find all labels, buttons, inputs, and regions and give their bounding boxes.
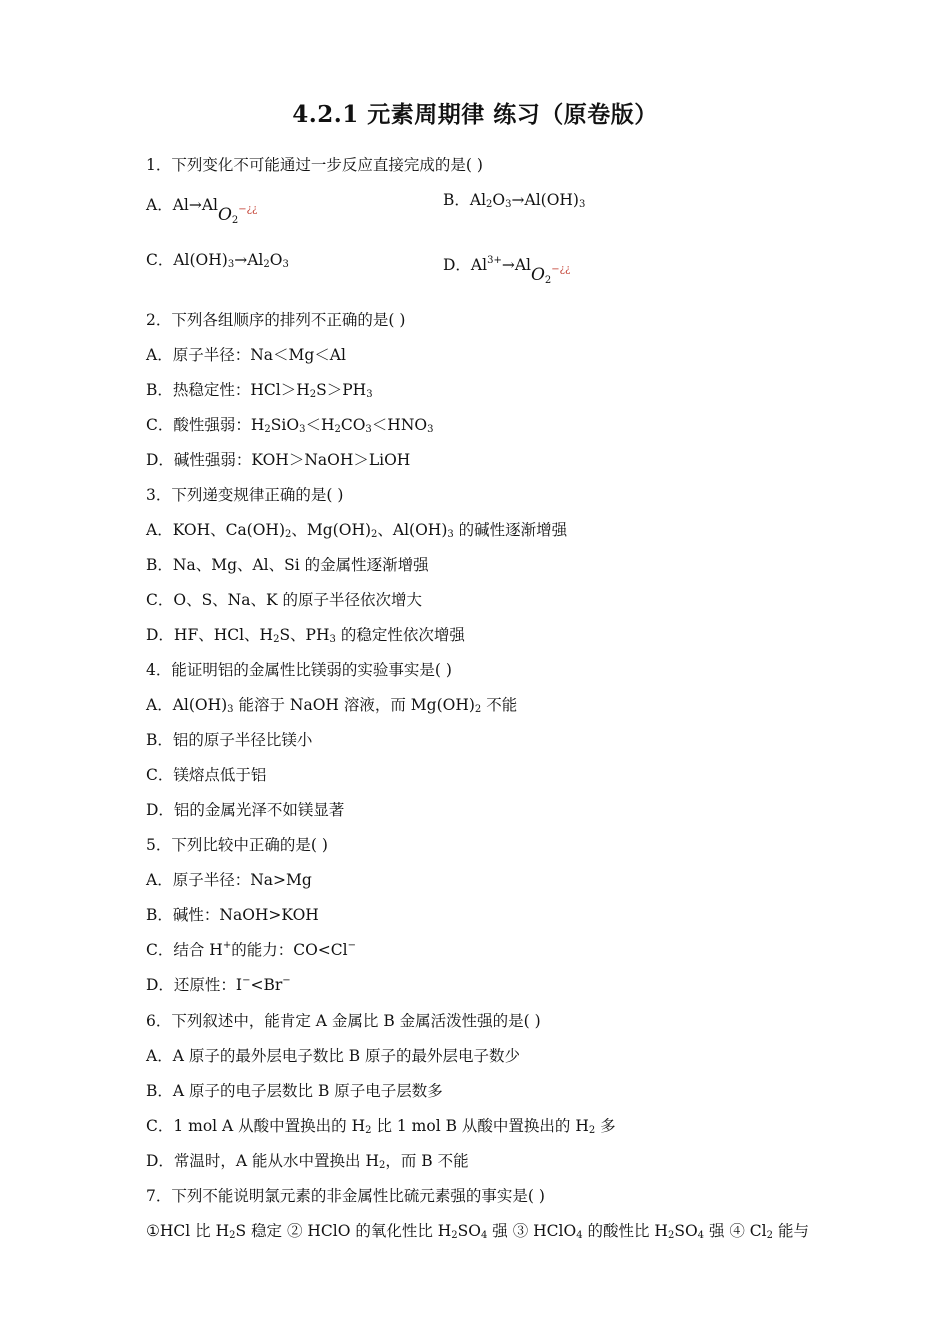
q3-option-d: D．HF、HCl、$H_2S$、$PH_3$ 的稳定性依次增强 [146,626,465,645]
q4-option-b: B．铝的原子半径比镁小 [146,731,313,749]
q2-option-b: B．热稳定性：$HCl>H_2S>PH_3$ [146,381,373,400]
question-1-stem: 1．下列变化不可能通过一步反应直接完成的是( ) [146,156,483,174]
q1-option-a: A．Al→AlO$_2$−¿¿ [146,196,258,226]
q5-option-d: D．还原性：I−<Br− [146,975,291,994]
q6-option-c: C．1 mol A 从酸中置换出的 $H_2$ 比 1 mol B 从酸中置换出的 $H_2$ 多 [146,1117,616,1136]
question-2-stem: 2．下列各组顺序的排列不正确的是( ) [146,311,406,329]
q6-option-b: B．A 原子的电子层数比 B 原子电子层数多 [146,1082,443,1100]
question-4-stem: 4．能证明铝的金属性比镁弱的实验事实是( ) [146,661,452,679]
q4-option-a: A．$Al(OH)_3$ 能溶于 NaOH 溶液，而 $Mg(OH)_2$ 不能 [146,696,518,715]
question-6-stem: 6．下列叙述中，能肯定 A 金属比 B 金属活泼性强的是( ) [146,1012,541,1030]
q4-option-c: C．镁熔点低于铝 [146,766,267,784]
q5-option-c: C．结合 H+的能力：CO<Cl− [146,940,356,959]
q2-option-c: C．酸性强弱：$H_2SiO_3<H_2CO_3<HNO_3$ [146,416,434,435]
oxide-ion-formula: $O_2^{-¿¿}$ [530,264,571,286]
q1-option-d: D．$Al^{3+}\to AlO_2^{-¿¿}$ [443,255,571,286]
q6-option-d: D．常温时，A 能从水中置换出 $H_2$，而 B 不能 [146,1152,469,1171]
q3-option-c: C．O、S、Na、K 的原子半径依次增大 [146,591,422,609]
q3-option-b: B．Na、Mg、Al、Si 的金属性逐渐增强 [146,556,429,574]
page-title: 4.2.1 元素周期律 练习（原卷版） [292,101,658,128]
question-7-stem: 7．下列不能说明氯元素的非金属性比硫元素强的事实是( ) [146,1187,545,1205]
q5-option-b: B．碱性：NaOH>KOH [146,906,319,924]
q5-option-a: A．原子半径：Na>Mg [146,871,312,889]
q1-option-c: C．$Al(OH)_3\to Al_2O_3$ [146,251,289,270]
q4-option-d: D．铝的金属光泽不如镁显著 [146,801,345,819]
q1-option-b: B．$Al_2O_3\to Al(OH)_3$ [443,191,586,210]
question-5-stem: 5．下列比较中正确的是( ) [146,836,328,854]
q3-option-a: A．KOH、$Ca(OH)_2$、$Mg(OH)_2$、$Al(OH)_3$ 的碱性逐渐增强 [146,521,568,540]
q2-option-a: A．原子半径：Na＜Mg＜Al [146,346,346,364]
question-3-stem: 3．下列递变规律正确的是( ) [146,486,344,504]
q7-statements: ①HCl 比 $H_2S$ 稳定 ② HClO 的氧化性比 $H_2SO_4$ 强 ③ HClO$_4$ 的酸性比 $H_2SO_4$ 强 ④ $Cl_2$ 能与 [146,1222,809,1241]
q2-option-d: D．碱性强弱：KOH＞NaOH＞LiOH [146,451,411,469]
q6-option-a: A．A 原子的最外层电子数比 B 原子的最外层电子数少 [146,1047,521,1065]
oxide-ion-formula: $O_2^{-¿¿}$ [217,204,258,226]
